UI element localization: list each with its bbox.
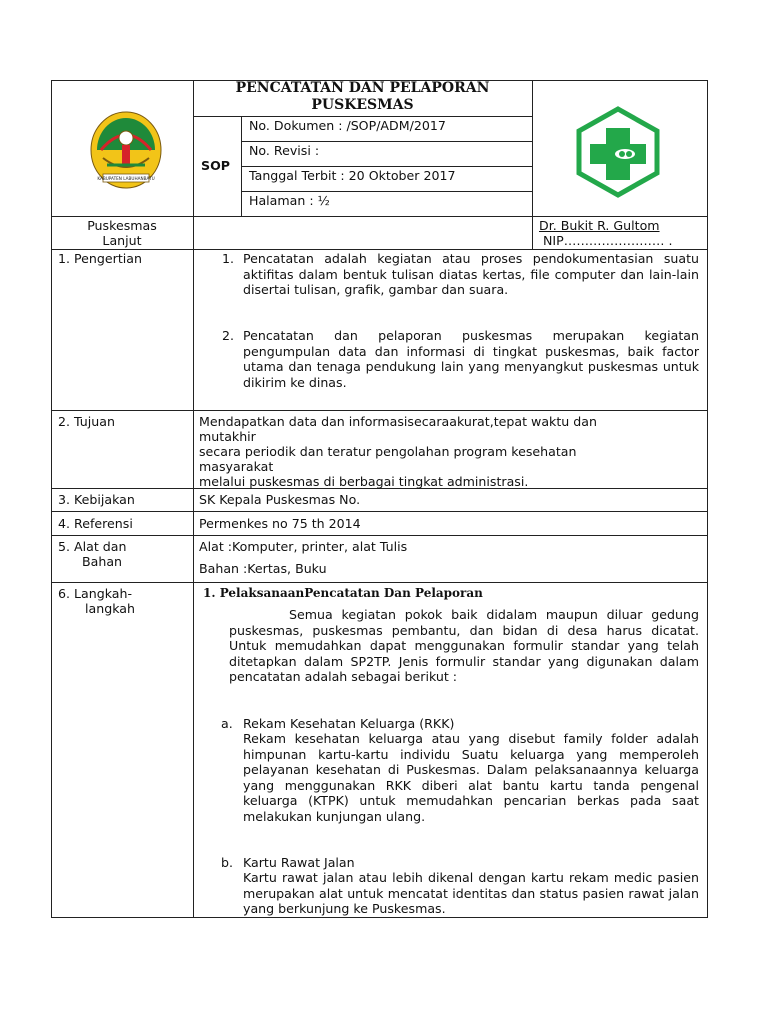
grid-line xyxy=(51,410,708,411)
item-b-letter: b. xyxy=(221,855,233,870)
label-alat-line2: Bahan xyxy=(82,554,123,569)
pengertian-num-1: 1. xyxy=(222,251,235,266)
tujuan-line-4: masyarakat xyxy=(199,459,274,474)
signer-nip: NIP…………………… . xyxy=(543,233,673,248)
label-langkah-line2: langkah xyxy=(85,601,135,616)
grid-line xyxy=(532,80,533,216)
signer-name: Dr. Bukit R. Gultom xyxy=(539,218,660,233)
grid-line xyxy=(532,216,533,249)
issue-date: Tanggal Terbit : 20 Oktober 2017 xyxy=(249,168,456,183)
alat-value: Alat :Komputer, printer, alat Tulis xyxy=(199,539,408,554)
label-pengertian: 1. Pengertian xyxy=(58,251,142,266)
label-langkah-line1: 6. Langkah- xyxy=(58,586,133,601)
bahan-value: Bahan :Kertas, Buku xyxy=(199,561,327,576)
page-number: Halaman : ½ xyxy=(249,193,330,208)
grid-line xyxy=(51,511,708,512)
item-a-letter: a. xyxy=(221,716,233,731)
unit-name-line2: Lanjut xyxy=(102,233,142,248)
grid-line xyxy=(193,116,532,117)
langkah-heading: 1. PelaksanaanPencatatan Dan Pelaporan xyxy=(203,586,483,600)
grid-line xyxy=(51,582,708,583)
item-a-title: Rekam Kesehatan Keluarga (RKK) xyxy=(243,716,455,731)
pengertian-num-2: 2. xyxy=(222,328,235,343)
referensi-value: Permenkes no 75 th 2014 xyxy=(199,516,361,531)
doc-number: No. Dokumen : /SOP/ADM/2017 xyxy=(249,118,446,133)
grid-line xyxy=(193,80,194,918)
regency-logo xyxy=(89,110,163,192)
grid-line xyxy=(241,166,532,167)
document-title-line2: PUSKESMAS xyxy=(311,97,414,113)
unit-name-line1: Puskesmas xyxy=(87,218,157,233)
grid-line xyxy=(241,191,532,192)
grid-line xyxy=(51,535,708,536)
sop-label: SOP xyxy=(201,158,231,173)
label-kebijakan: 3. Kebijakan xyxy=(58,492,135,507)
item-a-text: Rekam kesehatan keluarga atau yang disebut family folder adalah himpunan kartu-kartu individu Suatu keluarga yang memperoleh pelayanan kesehatan di Puskesmas. Dalam pelaksanaannya keluarga yang menggunakan RKK diberi alat bantu kartu tanda pengenal keluarga (KTPK) untuk memudahkan pencarian berkas pada saat melakukan kunjungan ulang. xyxy=(243,731,699,824)
langkah-intro: Semua kegiatan pokok baik didalam maupun diluar gedung puskesmas, puskesmas pembantu, dan bidan di desa harus dicatat. Untuk memudahkan dapat menggunakan formulir standar yang telah ditetapkan dalam SP2TP. Jenis formulir standar yang digunakan dalam pencatatan adalah sebagai berikut : xyxy=(229,607,699,684)
tujuan-line-3: secara periodik dan teratur pengolahan program kesehatan xyxy=(199,444,577,459)
item-b-text: Kartu rawat jalan atau lebih dikenal dengan kartu rekam medic pasien merupakan alat untuk mencatat identitas dan status pasien rawat jalan yang berkunjung ke Puskesmas. xyxy=(243,870,699,916)
document-title-line1: PENCATATAN DAN PELAPORAN xyxy=(235,80,490,96)
tujuan-line-1: Mendapatkan data dan informasisecaraakurat,tepat waktu dan xyxy=(199,414,597,429)
pengertian-text-1: Pencatatan adalah kegiatan atau proses pendokumentasian suatu aktifitas dalam bentuk tulisan diatas kertas, file computer dan lain-lain disertai tulisan, grafik, gambar dan suara. xyxy=(243,251,699,297)
pengertian-text-2: Pencatatan dan pelaporan puskesmas merupakan kegiatan pengumpulan data dan informasi di tingkat puskesmas, baik factor utama dan tenaga pendukung lain yang menyangkut puskesmas untuk dikirim ke dinas. xyxy=(243,328,699,390)
regency-logo-text: KABUPATEN LABUHANBATU xyxy=(97,176,155,181)
grid-line xyxy=(51,249,708,250)
revision-number: No. Revisi : xyxy=(249,143,320,158)
item-b-title: Kartu Rawat Jalan xyxy=(243,855,355,870)
kebijakan-value: SK Kepala Puskesmas No. xyxy=(199,492,361,507)
grid-line xyxy=(241,141,532,142)
label-referensi: 4. Referensi xyxy=(58,516,133,531)
health-logo xyxy=(573,106,663,198)
tujuan-line-5: melalui puskesmas di berbagai tingkat administrasi. xyxy=(199,474,529,489)
label-alat-line1: 5. Alat dan xyxy=(58,539,127,554)
label-tujuan: 2. Tujuan xyxy=(58,414,115,429)
grid-line xyxy=(51,216,708,217)
tujuan-line-2: mutakhir xyxy=(199,429,256,444)
